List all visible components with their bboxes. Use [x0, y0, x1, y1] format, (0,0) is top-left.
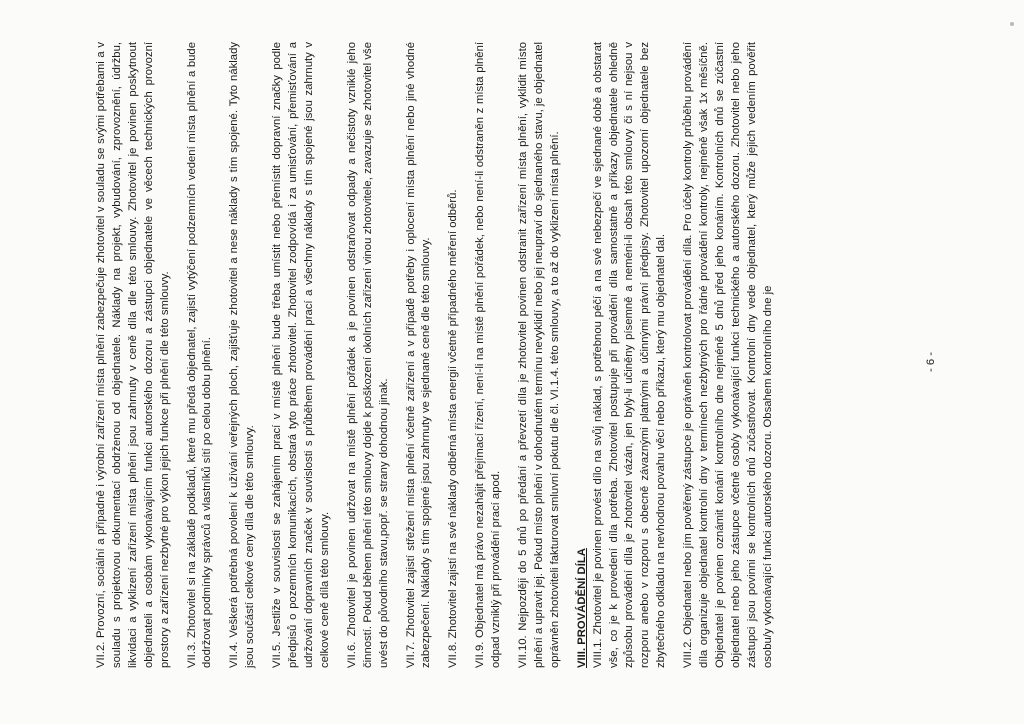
- paragraph-vii-7: VII.7. Zhotovitel zajistí střežení místa plnění včetně zařízení a v případě potřeby i oplocení místa plnění nebo jiné vhodné zabezpečení. Náklady s tím spojené jsou zahrnuty ve sjednané ceně dle této smlouvy.: [404, 42, 433, 668]
- paragraph-viii-1: VIII.1. Zhotovitel je povinen provést dílo na svůj náklad, s potřebnou péčí a na své nebezpečí ve sjednané době a obstarat vše, co je k provedení díla potřeba. Zhotovitel postupuje při provádění díla samostatně a příkazy objednatele ohledně způsobu provádění díla je zhotovitel vázán, jen byly-li učiněny písemně a neméni-li obsah této smlouvy či s ní nejsou v rozporu anebo v rozporu s obecně závaznými platnými a účinnými právní předpisy. Zhotovitel upozorní objednatele bez zbytečného odkladu na nevhodnou povahu věcí nebo příkazu, který mu objednatel dal.: [591, 42, 668, 668]
- page-number: - 6 -: [925, 351, 937, 373]
- paragraph-vii-3: VII.3. Zhotovitel si na základě podkladů, které mu předá objednatel, zajistí vytýčení podzemních vedení místa plnění a bude dodržovat podmínky správců a vlastníků sítí po celou dobu plnění.: [185, 42, 214, 668]
- paragraph-vii-10: VII.10. Nejpozději do 5 dnů po předání a převzetí díla je zhotovitel povinen odstranit zařízení místa plnění, vyklidit místo plnění a upravit jej. Pokud místo plnění v dohodnutém termínu nevyklidí nebo jej neupraví do sjednaného stavu, je objednatel oprávněn zhotoviteli fakturovat smluvní pokutu dle čl. VI.1.4. této smlouvy, a to až do vyklizení místa plnění.: [517, 42, 561, 668]
- section-heading: VIII. PROVÁDĚNÍ DÍLA: [575, 548, 588, 668]
- paragraph-vii-4: VII.4. Veškerá potřebná povolení k užívání veřejných ploch, zajišťuje zhotovitel a nese náklady s tím spojené. Tyto náklady jsou součástí celkové ceny díla dle této smlouvy.: [228, 42, 257, 668]
- paragraph-vii-5: VII.5. Jestliže v souvislosti se zahájením prací v místě plnění bude třeba umístit nebo přemístit dopravní značky podle předpisů o pozemních komunikacích, obstará tyto práce zhotovitel. Zhotovitel zodpovídá i za umisťování, přemisťování a udržování dopravních značek v souvislosti s průběhem provádění prací a všechny náklady s tím spojené jsou zahrnuty v celkové ceně díla této smlouvy.: [271, 42, 331, 668]
- paragraph-vii-9: VII.9. Objednatel má právo nezahájit přejímací řízení, není-li na místě plnění pořádek, nebo není-li odstraněn z místa plnění odpad vzniklý při provádění prací apod.: [474, 42, 503, 668]
- paragraph-viii-2: VIII.2. Objednatel nebo jím pověřený zástupce je oprávněn kontrolovat provádění díla. Pro účely kontroly průběhu provádění díla organizuje objednatel kontrolní dny v termínech nezbytných pro řádné provádění kontroly, nejméně však 1x měsíčně. Objednatel je povinen oznámit konání kontrolního dne nejméně 5 dnů před jeho konáním. Kontrolních dnů se zúčastní objednatel nebo jeho zástupce včetně osob/y vykonávající funkci technického a autorského dozoru. Zhotovitel nebo jeho zástupci jsou povinni se kontrolních dnů zúčastňovat. Kontrolní dny vede objednatel, který může jejich vedením pověřit osobu/y vykonávající funkci autorského dozoru. Obsahem kontrolního dne je: [682, 42, 774, 668]
- paragraph-vii-6: VII.6. Zhotovitel je povinen udržovat na místě plnění pořádek a je povinen odstraňovat odpady a nečistoty vzniklé jeho činností. Pokud během plnění této smlouvy dojde k poškození okolních zařízení vinou zhotovitele, zavazuje se zhotovitel vše uvést do původního stavu,popř. se strany dohodnou jinak.: [345, 42, 390, 668]
- paragraph-vii-2: VII.2. Provozní, sociální a případně i výrobní zařízení místa plnění zabezpečuje zhotovitel v souladu se svými potřebami a v souladu s projektovou dokumentací obdrženou od objednatele. Náklady na projekt, vybudování, zprovoznění, údržbu, likvidaci a vyklizení zařízení místa plnění jsou zahrnuty v ceně díla dle této smlouvy. Zhotovitel je povinen poskytnout objednateli a osobám vykonávajícím funkci autorského dozoru a zástupci objednatele ve věcech technických provozní prostory a zařízení nezbytné pro výkon jejich funkce při plnění dle této smlouvy.: [95, 42, 171, 668]
- scan-speck: [1010, 22, 1014, 26]
- paragraph-vii-8: VII.8. Zhotovitel zajistí na své náklady odběrná místa energií včetně případného měření odběrů.: [447, 189, 460, 668]
- document-page: [62, 0, 962, 724]
